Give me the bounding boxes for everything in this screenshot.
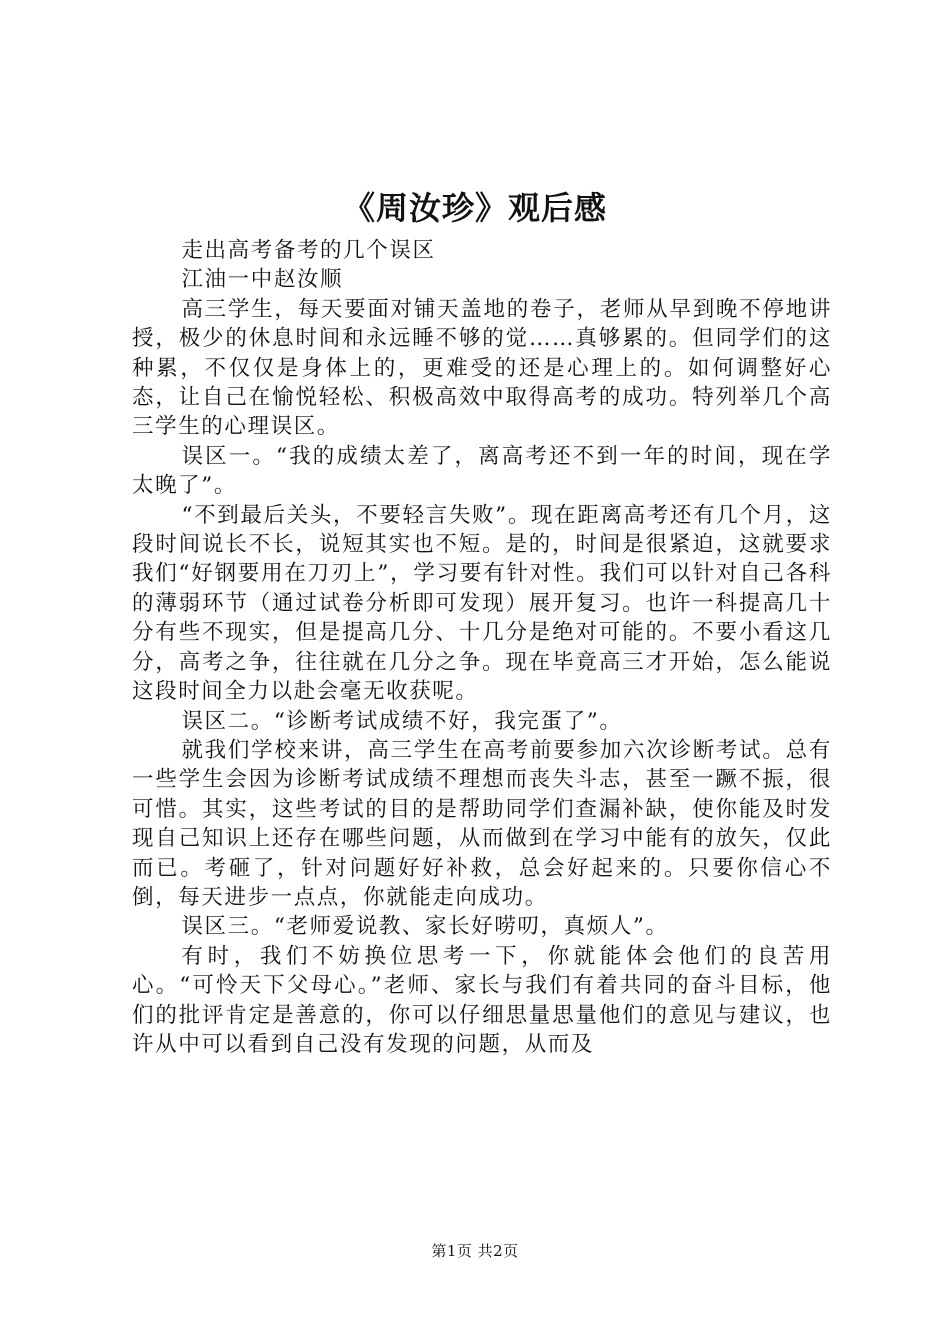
paragraph-response-2: 就我们学校来讲，高三学生在高考前要参加六次诊断考试。总有一些学生会因为诊断考试成绩不理想而丧失斗志，甚至一蹶不振，很可惜。其实，这些考试的目的是帮助同学们查漏补缺，使你能及时发现自己知识上还存在哪些问题，从而做到在学习中能有的放矢，仅此而已。考砸了，针对问题好好补救，总会好起来的。只要你信心不倒，每天进步一点点，你就能走向成功。 [132, 737, 832, 910]
paragraph-misconception-3: 误区三。“老师爱说教、家长好唠叨，真烦人”。 [181, 914, 669, 940]
paragraph-intro: 高三学生，每天要面对铺天盖地的卷子，老师从早到晚不停地讲授，极少的休息时间和永远睡不够的觉……真够累的。但同学们的这种累，不仅仅是身体上的，更难受的还是心理上的。如何调整好心态，让自己在愉悦轻松、积极高效中取得高考的成功。特列举几个高三学生的心理误区。 [132, 296, 832, 440]
paragraph-misconception-2: 误区二。“诊断考试成绩不好，我完蛋了”。 [181, 708, 623, 734]
page-number-footer: 第1页 共2页 [431, 1242, 519, 1260]
paragraph-misconception-1: 误区一。“我的成绩太差了，离高考还不到一年的时间，现在学太晚了”。 [132, 443, 832, 499]
document-title: 《周汝珍》观后感 [342, 189, 607, 227]
paragraph-response-1: “不到最后关头，不要轻言失败”。现在距离高考还有几个月，这段时间说长不长，说短其实也不短。是的，时间是很紧迫，这就要求我们“好钢要用在刀刃上”，学习要有针对性。我们可以针对自己各科的薄弱环节（通过试卷分析即可发现）展开复习。也许一科提高几十分有些不现实，但是提高几分、十几分是绝对可能的。不要小看这几分，高考之争，往往就在几分之争。现在毕竟高三才开始，怎么能说这段时间全力以赴会毫无收获呢。 [132, 502, 832, 705]
paragraph-response-3: 有时，我们不妨换位思考一下，你就能体会他们的良苦用心。“可怜天下父母心。”老师、家长与我们有着共同的奋斗目标，他们的批评肯定是善意的，你可以仔细思量思量他们的意见与建议，也许从中可以看到自己没有发现的问题，从而及 [132, 943, 832, 1057]
paragraph-subtitle: 走出高考备考的几个误区 [181, 238, 436, 263]
paragraph-author: 江油一中赵汝顺 [181, 267, 344, 293]
document-body [132, 236, 832, 1059]
